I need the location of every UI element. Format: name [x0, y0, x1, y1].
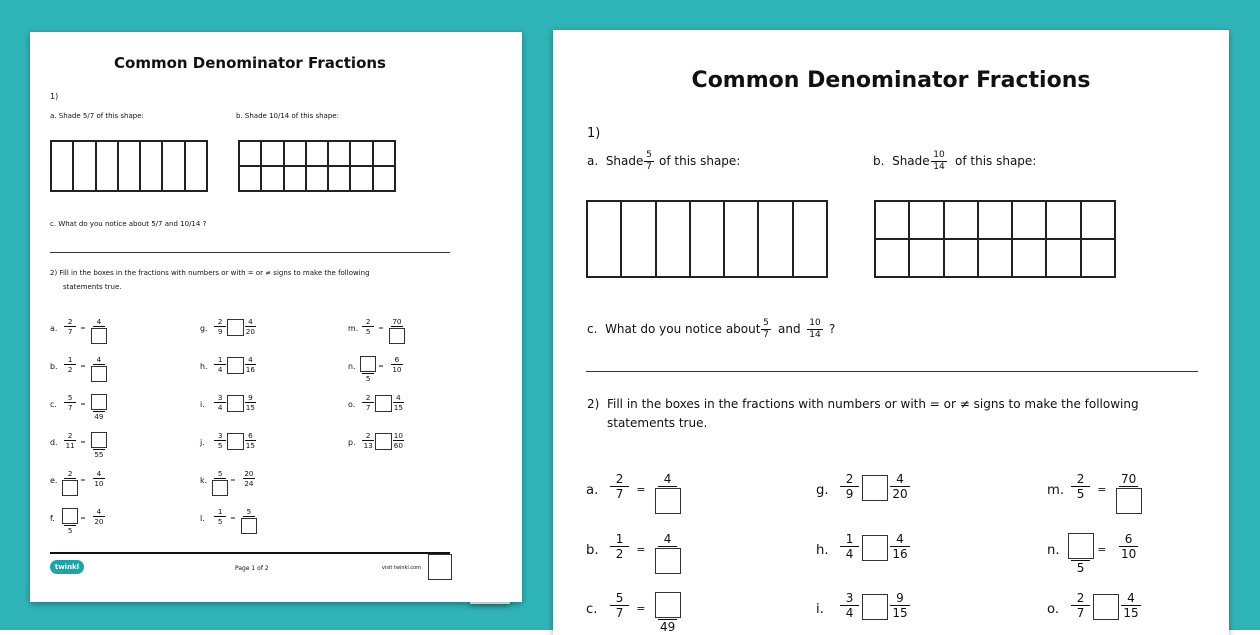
numerator: 4: [96, 469, 102, 478]
answer-box[interactable]: [360, 356, 376, 372]
left-fraction: [1066, 473, 1095, 500]
answer-box[interactable]: [62, 508, 78, 524]
numerator: 4: [96, 317, 102, 326]
equals-sign: =: [80, 475, 86, 484]
right-fraction: [1114, 473, 1143, 514]
right-fraction: [1114, 533, 1143, 560]
numerator: 3: [217, 393, 223, 402]
item-label: a.: [50, 323, 58, 333]
right-fraction: [886, 533, 915, 560]
denominator: 20: [245, 326, 255, 336]
shape-cell[interactable]: [909, 201, 943, 239]
right-fraction: [90, 470, 107, 487]
item-label: m.: [348, 323, 359, 333]
item-label: g.: [200, 323, 208, 333]
numerator: 5: [217, 469, 223, 478]
preview-q1b: b. Shade 10/14 of this shape:: [236, 112, 339, 120]
answer-box[interactable]: [91, 366, 107, 382]
numerator: 10: [393, 431, 403, 440]
shape-cell[interactable]: [758, 201, 792, 277]
denominator: 5: [1076, 561, 1085, 576]
item-label: i.: [816, 601, 824, 617]
item-label: b.: [50, 361, 58, 371]
q2-text: 2) Fill in the boxes in the fractions with numbers or with = or ≠ signs to make the following: [587, 397, 1139, 411]
denominator: 16: [245, 364, 255, 374]
equals-sign: =: [230, 475, 236, 484]
shape-cell[interactable]: [944, 201, 978, 239]
item-label: b.: [586, 542, 599, 558]
answer-box[interactable]: [655, 592, 681, 618]
denominator: 7: [615, 487, 624, 502]
equals-sign: =: [80, 513, 86, 522]
denominator: 24: [244, 478, 254, 488]
left-fraction: [212, 470, 229, 496]
numerator: 2: [217, 317, 223, 326]
item-label: m.: [1047, 482, 1065, 498]
q1c-fraction-1: 5 7: [761, 319, 771, 340]
item-label: d.: [50, 437, 58, 447]
q1a-post: of this shape:: [659, 154, 741, 168]
left-fraction: [360, 432, 377, 449]
denominator: 5: [67, 525, 73, 535]
equals-sign: =: [1097, 542, 1107, 556]
denominator: 2: [67, 364, 73, 374]
right-fraction: [390, 394, 407, 411]
equals-sign: =: [80, 399, 86, 408]
numerator: 2: [365, 431, 371, 440]
preview-shape-sevenths: [50, 140, 208, 192]
preview-q1a: a. Shade 5/7 of this shape:: [50, 112, 144, 120]
numerator: 2: [845, 472, 854, 486]
denominator: 5: [217, 440, 223, 450]
preview-q1c: c. What do you notice about 5/7 and 10/14 ?: [50, 220, 207, 228]
numerator: 5: [615, 591, 624, 605]
denominator: 15: [245, 402, 255, 412]
numerator: 5: [67, 393, 73, 402]
numerator: 70: [1120, 472, 1137, 486]
numerator: 5: [246, 507, 252, 516]
denominator: 5: [365, 326, 371, 336]
right-fraction: [242, 394, 259, 411]
right-fraction: [390, 432, 407, 449]
denominator: 5: [217, 516, 223, 526]
denominator: 49: [659, 620, 676, 635]
numerator: 3: [845, 591, 854, 605]
right-fraction: [242, 356, 259, 373]
numerator: 4: [896, 532, 904, 546]
denominator: 4: [845, 547, 854, 562]
shape-cell[interactable]: [978, 201, 1012, 239]
item-label: h.: [816, 542, 829, 558]
answer-box[interactable]: [91, 394, 107, 410]
item-label: a.: [586, 482, 599, 498]
left-fraction: [212, 432, 229, 449]
numerator: 4: [663, 472, 672, 486]
shape-cell[interactable]: [875, 201, 909, 239]
numerator: 4: [1127, 591, 1135, 605]
q1b-text: b. Shade: [873, 154, 930, 168]
denominator: 9: [217, 326, 223, 336]
item-label: e.: [50, 475, 58, 485]
twinkl-logo: twinkl: [50, 560, 84, 574]
q1b-post: of this shape:: [955, 154, 1037, 168]
item-label: c.: [50, 399, 57, 409]
numerator: 4: [248, 355, 253, 364]
equals-sign: =: [636, 601, 646, 615]
right-fraction: [240, 470, 257, 487]
denominator: 7: [365, 402, 371, 412]
left-fraction: [835, 473, 864, 500]
numerator: 20: [244, 469, 254, 478]
numerator: 4: [396, 393, 401, 402]
item-label: p.: [348, 437, 356, 447]
item-label: o.: [1047, 601, 1060, 617]
equals-sign: =: [80, 361, 86, 370]
right-fraction: [242, 432, 259, 449]
item-label: j.: [200, 437, 205, 447]
preview-title: Common Denominator Fractions: [114, 54, 386, 72]
equals-sign: =: [1097, 482, 1107, 496]
q1c-and: and: [778, 322, 801, 336]
right-fraction: [90, 394, 107, 420]
equals-sign: =: [230, 513, 236, 522]
shape-sevenths[interactable]: [586, 200, 828, 278]
left-fraction: [1066, 533, 1095, 574]
denominator: 7: [1076, 606, 1085, 621]
item-label: l.: [200, 513, 205, 523]
answer-box[interactable]: [1116, 488, 1142, 514]
item-label: g.: [816, 482, 829, 498]
numerator: 4: [96, 507, 102, 516]
preview-badge: [428, 554, 452, 580]
denominator: 20: [94, 516, 104, 526]
left-fraction: [62, 394, 79, 411]
right-fraction: [653, 533, 682, 574]
answer-box[interactable]: [1068, 533, 1094, 559]
numerator: 4: [248, 317, 253, 326]
numerator: 2: [1076, 591, 1085, 605]
left-fraction: [62, 470, 79, 496]
q1c-question-mark: ?: [829, 322, 836, 336]
right-fraction: [242, 318, 259, 335]
numerator: 2: [1076, 472, 1085, 486]
answer-box[interactable]: [241, 518, 257, 534]
q1-label: 1): [587, 126, 601, 141]
sign-box[interactable]: [862, 594, 888, 620]
left-fraction: [212, 318, 229, 335]
right-fraction: [90, 356, 107, 382]
denominator: 9: [845, 487, 854, 502]
numerator: 6: [1124, 532, 1133, 546]
left-fraction: [605, 592, 634, 619]
left-fraction: [62, 508, 79, 534]
numerator: 1: [67, 355, 73, 364]
shape-cell[interactable]: [587, 201, 621, 277]
right-fraction: [1117, 592, 1146, 619]
numerator: 2: [67, 469, 73, 478]
denominator: 4: [217, 364, 223, 374]
item-label: n.: [348, 361, 356, 371]
numerator: 6: [394, 355, 400, 364]
shape-cell[interactable]: [690, 201, 724, 277]
denominator: 15: [393, 402, 403, 412]
shape-cell[interactable]: [978, 239, 1012, 277]
sign-box[interactable]: [1093, 594, 1119, 620]
right-fraction: [90, 432, 107, 458]
q1c-fraction-2: 10 14: [807, 319, 823, 340]
left-fraction: [360, 356, 377, 382]
q1a-fraction: 5 7: [644, 151, 654, 172]
sign-box[interactable]: [862, 535, 888, 561]
right-fraction: [240, 508, 257, 534]
preview-q1-label: 1): [50, 92, 59, 101]
denominator: 10: [94, 478, 104, 488]
denominator: 15: [892, 606, 908, 621]
denominator: 2: [615, 547, 624, 562]
denominator: 4: [217, 402, 223, 412]
right-fraction: [90, 318, 107, 344]
shape-cell[interactable]: [724, 201, 758, 277]
right-fraction: [653, 592, 682, 633]
equals-sign: =: [378, 361, 384, 370]
left-fraction: [360, 394, 377, 411]
item-label: n.: [1047, 542, 1060, 558]
preview-shape-fourteenths: [238, 140, 396, 192]
numerator: 3: [217, 431, 223, 440]
shape-cell[interactable]: [1081, 239, 1115, 277]
item-label: o.: [348, 399, 356, 409]
answer-box[interactable]: [389, 328, 405, 344]
left-fraction: [360, 318, 377, 335]
answer-box[interactable]: [655, 548, 681, 574]
numerator: 1: [217, 507, 223, 516]
right-fraction: [886, 473, 915, 500]
item-label: h.: [200, 361, 208, 371]
denominator: 16: [892, 547, 908, 562]
denominator: 7: [67, 326, 73, 336]
equals-sign: =: [80, 437, 86, 446]
left-fraction: [835, 592, 864, 619]
numerator: 4: [663, 532, 672, 546]
shape-fourteenths[interactable]: [874, 200, 1116, 278]
shape-cell[interactable]: [621, 201, 655, 277]
denominator: 13: [363, 440, 373, 450]
preview-page-number: Page 1 of 2: [235, 565, 269, 572]
numerator: 1: [845, 532, 854, 546]
left-fraction: [62, 318, 79, 335]
left-fraction: [62, 356, 79, 373]
denominator: 10: [392, 364, 402, 374]
equals-sign: =: [378, 323, 384, 332]
item-label: i.: [200, 399, 205, 409]
right-fraction: [388, 356, 405, 373]
left-fraction: [1066, 592, 1095, 619]
denominator: 15: [1123, 606, 1139, 621]
numerator: 1: [217, 355, 223, 364]
numerator: 6: [248, 431, 253, 440]
numerator: 9: [896, 591, 904, 605]
page-title: Common Denominator Fractions: [691, 68, 1091, 93]
denominator: 60: [393, 440, 403, 450]
denominator: 55: [94, 449, 104, 459]
denominator: 11: [65, 440, 75, 450]
answer-box[interactable]: [91, 328, 107, 344]
preview-page: [30, 32, 522, 602]
equals-sign: =: [636, 542, 646, 556]
shape-cell[interactable]: [875, 239, 909, 277]
preview-site: visit twinkl.com: [382, 565, 422, 571]
numerator: 4: [896, 472, 904, 486]
preview-q2-text: 2) Fill in the boxes in the fractions with numbers or with = or ≠ signs to make the following: [50, 269, 370, 277]
numerator: 2: [67, 431, 73, 440]
numerator: 2: [365, 317, 371, 326]
denominator: 15: [245, 440, 255, 450]
q1a-text: a. Shade: [587, 154, 644, 168]
right-fraction: [90, 508, 107, 525]
shape-cell[interactable]: [1081, 201, 1115, 239]
q1c-text: c. What do you notice about: [587, 322, 761, 336]
answer-box[interactable]: [91, 432, 107, 448]
answer-box[interactable]: [212, 480, 228, 496]
numerator: 4: [96, 355, 102, 364]
answer-line[interactable]: [586, 371, 1198, 372]
main-page: [553, 30, 1229, 635]
denominator: 7: [67, 402, 73, 412]
equals-sign: =: [636, 482, 646, 496]
right-fraction: [653, 473, 682, 514]
denominator: 7: [615, 606, 624, 621]
numerator: 9: [248, 393, 253, 402]
sign-box[interactable]: [862, 475, 888, 501]
preview-q2-text2: statements true.: [63, 283, 122, 291]
q2-text2: statements true.: [607, 416, 708, 430]
q1b-fraction: 10 14: [931, 151, 947, 172]
denominator: 20: [892, 487, 908, 502]
left-fraction: [605, 533, 634, 560]
left-fraction: [835, 533, 864, 560]
shape-cell[interactable]: [1012, 239, 1046, 277]
left-fraction: [62, 432, 79, 449]
shape-cell[interactable]: [656, 201, 690, 277]
denominator: 4: [845, 606, 854, 621]
equals-sign: =: [80, 323, 86, 332]
left-fraction: [212, 508, 229, 525]
right-fraction: [388, 318, 405, 344]
shape-cell[interactable]: [1046, 201, 1080, 239]
numerator: 70: [392, 317, 402, 326]
numerator: 2: [67, 317, 73, 326]
answer-box[interactable]: [655, 488, 681, 514]
denominator: 10: [1120, 547, 1137, 562]
shape-cell[interactable]: [909, 239, 943, 277]
shape-cell[interactable]: [944, 239, 978, 277]
numerator: 2: [615, 472, 624, 486]
item-label: c.: [586, 601, 598, 617]
shape-cell[interactable]: [1012, 201, 1046, 239]
denominator: 49: [94, 411, 104, 421]
answer-box[interactable]: [62, 480, 78, 496]
left-fraction: [212, 356, 229, 373]
numerator: 2: [365, 393, 371, 402]
denominator: 5: [365, 373, 371, 383]
denominator: 5: [1076, 487, 1085, 502]
left-fraction: [605, 473, 634, 500]
item-label: f.: [50, 513, 55, 523]
right-fraction: [886, 592, 915, 619]
left-fraction: [212, 394, 229, 411]
numerator: 1: [615, 532, 624, 546]
shape-cell[interactable]: [793, 201, 827, 277]
item-label: k.: [200, 475, 208, 485]
shape-cell[interactable]: [1046, 239, 1080, 277]
